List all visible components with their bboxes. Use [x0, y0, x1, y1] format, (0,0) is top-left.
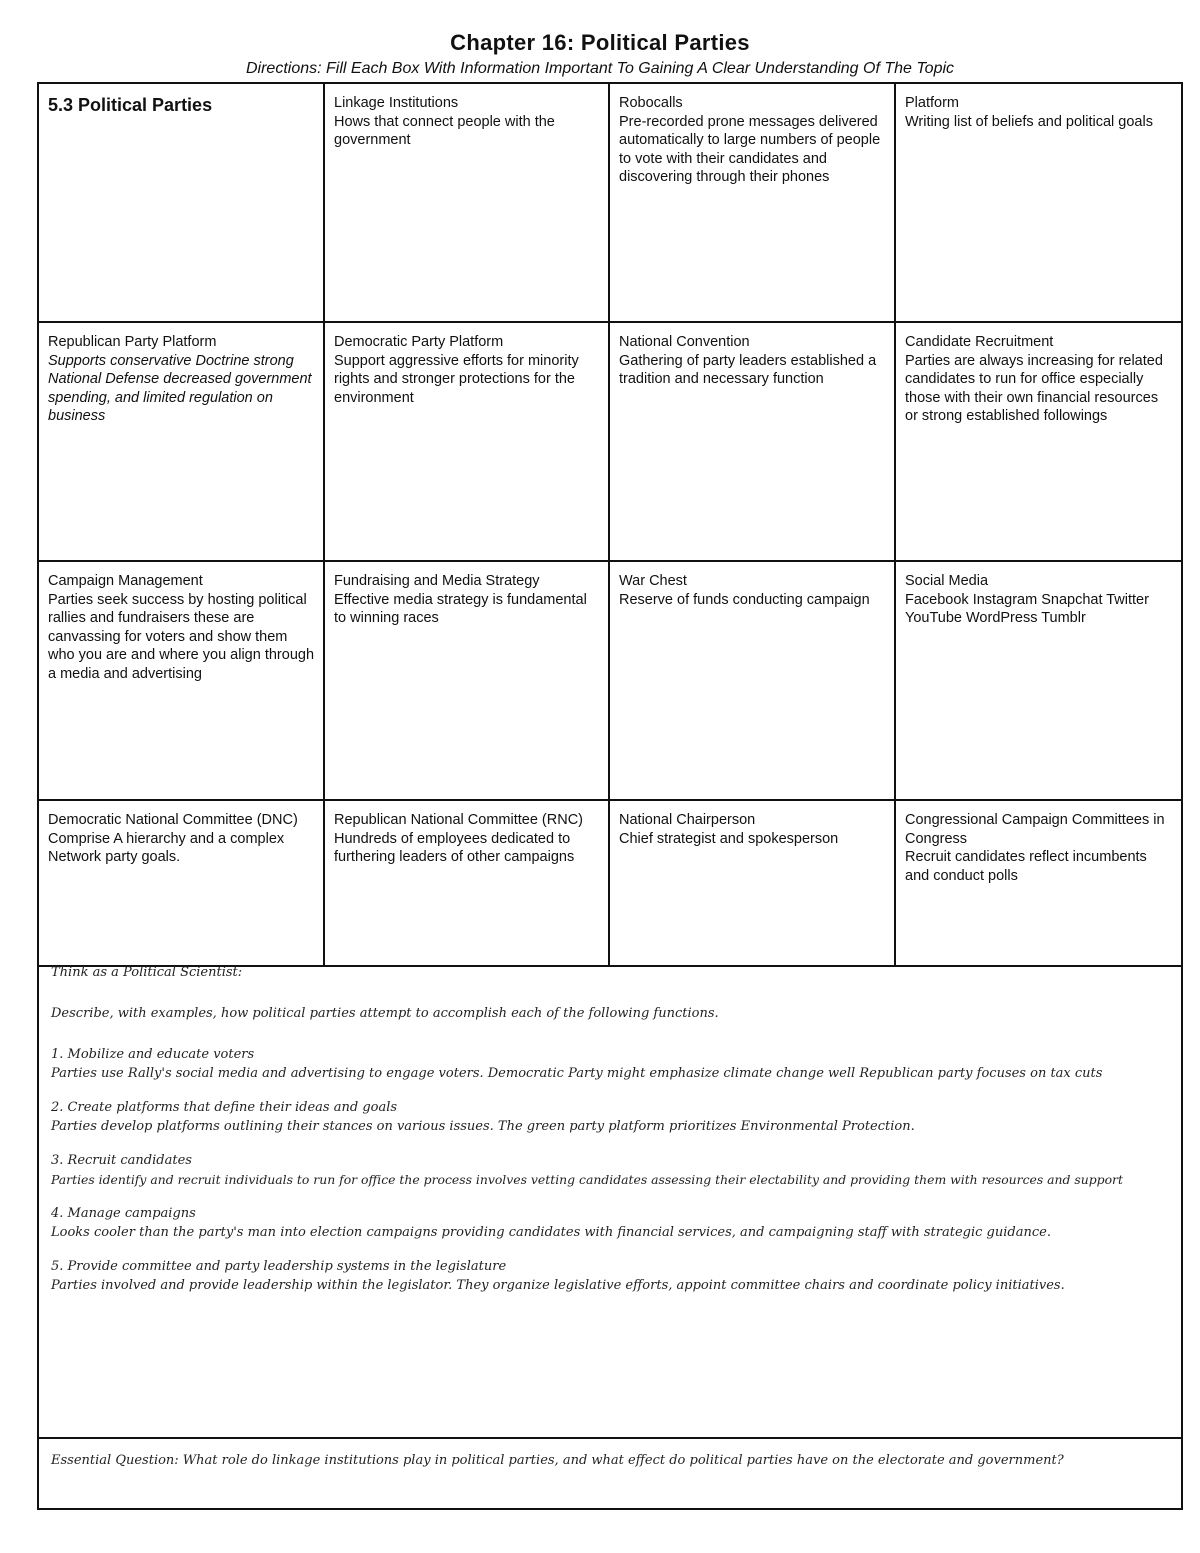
- grid-row: [39, 801, 1183, 967]
- term-label: Democratic Party Platform: [334, 334, 504, 350]
- term-definition: Parties seek success by hosting political rallies and fundraisers these are canvassing for voters and show them who you are and where you align through a media and advertising: [48, 591, 315, 682]
- function-question: 4. Manage campaigns: [51, 1206, 196, 1221]
- grid-heading-cell: [39, 84, 325, 321]
- term-definition: Effective media strategy is fundamental to winning races: [334, 591, 587, 626]
- term-definition: Chief strategist and spokesperson: [619, 830, 839, 847]
- term-definition: Pre-recorded prone messages delivered automatically to large numbers of people to vote with their candidates and discovering through their phones: [619, 113, 881, 185]
- term-definition: Reserve of funds conducting campaign: [619, 591, 870, 608]
- term-cell: [325, 562, 610, 799]
- essential-question: Essential Question: What role do linkage institutions play in political parties, and what effect do political parties have on the electorate and government?: [51, 1453, 1064, 1468]
- grid-row: [39, 323, 1183, 562]
- function-question: 1. Mobilize and educate voters: [51, 1047, 255, 1062]
- function-answer: Parties use Rally's social media and advertising to engage voters. Democratic Party might emphasize climate change well Republican party focuses on tax cuts: [51, 1066, 1103, 1081]
- term-definition: Supports conservative Doctrine strong National Defense decreased government spending, and limited regulation on business: [48, 352, 312, 424]
- term-cell: [896, 801, 1183, 965]
- term-label: Social Media: [905, 573, 989, 589]
- term-definition: Parties are always increasing for related candidates to run for office especially those with their own financial resources or strong established followings: [905, 352, 1163, 424]
- directions-text: Directions: Fill Each Box With Information Important To Gaining A Clear Understanding Of The Topic: [245, 60, 955, 77]
- term-label: Congressional Campaign Committees in Congress: [905, 812, 1165, 847]
- term-definition: Hows that connect people with the government: [334, 113, 555, 148]
- term-label: National Chairperson: [619, 812, 756, 828]
- term-cell: [610, 562, 896, 799]
- grid-row: [39, 84, 1183, 323]
- term-cell: [39, 562, 325, 799]
- term-label: Linkage Institutions: [334, 95, 459, 111]
- page-title: Chapter 16: Political Parties: [450, 30, 750, 55]
- think-heading: Think as a Political Scientist:: [51, 965, 243, 980]
- term-label: Republican Party Platform: [48, 334, 217, 350]
- term-cell: [325, 84, 610, 321]
- think-section: [39, 947, 1183, 1439]
- term-label: War Chest: [619, 573, 687, 589]
- term-label: Campaign Management: [48, 573, 203, 589]
- term-definition: Writing list of beliefs and political goals: [905, 113, 1153, 130]
- term-definition: Gathering of party leaders established a tradition and necessary function: [619, 352, 877, 387]
- section-heading: 5.3 Political Parties: [48, 95, 213, 115]
- think-prompt: Describe, with examples, how political parties attempt to accomplish each of the following functions.: [51, 1006, 719, 1021]
- function-answer: Looks cooler than the party's man into election campaigns providing candidates with financial services, and campaigning staff with strategic guidance.: [51, 1225, 1051, 1240]
- term-label: Candidate Recruitment: [905, 334, 1054, 350]
- term-definition: Support aggressive efforts for minority rights and stronger protections for the environment: [334, 352, 579, 406]
- term-cell: [896, 562, 1183, 799]
- term-label: Republican National Committee (RNC): [334, 812, 584, 828]
- term-definition: Recruit candidates reflect incumbents and conduct polls: [905, 849, 1147, 884]
- term-label: Democratic National Committee (DNC): [48, 812, 298, 828]
- term-label: National Convention: [619, 334, 750, 350]
- term-cell: [325, 323, 610, 560]
- term-cell: [39, 323, 325, 560]
- term-cell: [610, 84, 896, 321]
- term-definition: Comprise A hierarchy and a complex Network party goals.: [48, 830, 285, 865]
- function-question: 2. Create platforms that define their ideas and goals: [51, 1100, 398, 1115]
- grid-row: [39, 562, 1183, 801]
- function-answer: Parties involved and provide leadership within the legislator. They organize legislative efforts, appoint committee chairs and coordinate policy initiatives.: [51, 1278, 1065, 1293]
- function-question: 5. Provide committee and party leadership systems in the legislature: [51, 1259, 507, 1274]
- term-definition: Hundreds of employees dedicated to furthering leaders of other campaigns: [334, 830, 575, 865]
- term-label: Robocalls: [619, 95, 683, 111]
- term-label: Fundraising and Media Strategy: [334, 573, 540, 589]
- term-cell: [325, 801, 610, 965]
- worksheet: [37, 82, 1183, 1510]
- term-definition: Facebook Instagram Snapchat Twitter YouTube WordPress Tumblr: [905, 591, 1149, 626]
- term-cell: [896, 84, 1183, 321]
- vocab-grid: [39, 84, 1183, 967]
- function-question: 3. Recruit candidates: [51, 1153, 192, 1168]
- term-cell: [610, 801, 896, 965]
- term-cell: [896, 323, 1183, 560]
- term-cell: [39, 801, 325, 965]
- function-answer: Parties develop platforms outlining their stances on various issues. The green party platform prioritizes Environmental Protection.: [51, 1119, 915, 1134]
- term-cell: [610, 323, 896, 560]
- term-label: Platform: [905, 95, 959, 111]
- function-answer: Parties identify and recruit individuals to run for office the process involves vetting candidates assessing their electability and providing them with resources and support: [51, 1172, 1123, 1187]
